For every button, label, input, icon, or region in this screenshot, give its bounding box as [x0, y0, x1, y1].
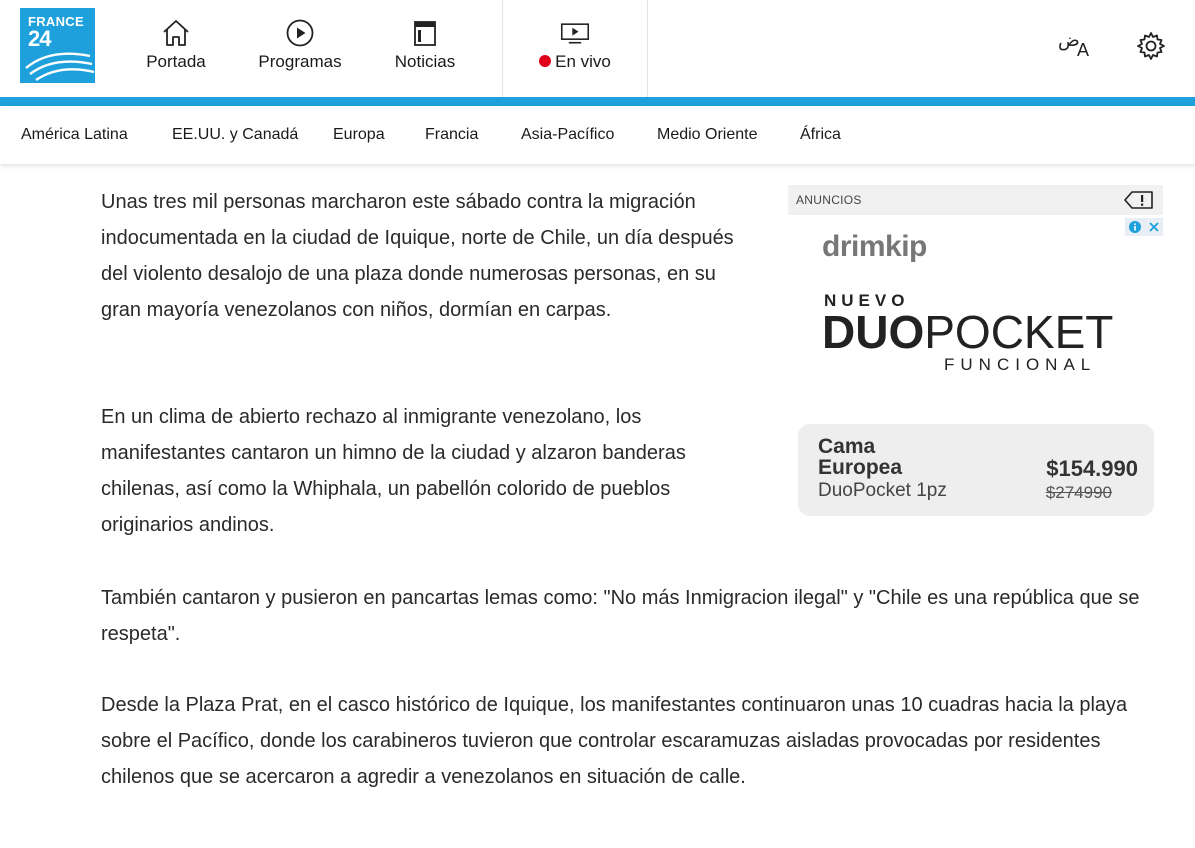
ad-header: [788, 185, 1163, 215]
ad-card-title: Cama Europea: [818, 435, 903, 479]
france24-logo[interactable]: [20, 8, 95, 83]
region-francia[interactable]: Francia: [425, 126, 479, 143]
logo-text-24: 24: [28, 26, 51, 51]
nav-portada-label: Portada: [146, 52, 206, 71]
region-asia-pacifico[interactable]: Asia-Pacífico: [521, 126, 615, 143]
live-tv-icon: [560, 18, 590, 48]
home-icon: [161, 18, 191, 48]
ad-product-subtitle: FUNCIONAL: [944, 355, 1097, 374]
header-accent-bar: [0, 97, 1195, 106]
ad-brand-name: drimkip: [822, 230, 927, 263]
report-ad-icon[interactable]: [1123, 189, 1155, 211]
ad-card-price: $154.990: [1046, 456, 1138, 481]
advertisement[interactable]: [788, 185, 1163, 530]
region-europa[interactable]: Europa: [333, 126, 385, 143]
article-paragraph: Unas tres mil personas marcharon este sábado contra la migración indocumentada en la ciudad de Iquique, norte de Chile, un día después del violento desalojo de una plaza donde numerosas personas, en su gran mayoría venezolanos con niños, dormían en carpas.: [101, 191, 734, 321]
article-paragraph: Desde la Plaza Prat, en el casco histórico de Iquique, los manifestantes continuaron unas 10 cuadras hacia la playa sobre el Pacífico, donde los carabineros tuvieron que controlar escaramuzas aisladas provocadas por residentes chilenos que se acercaron a agredir a venezolanos en situación de calle.: [101, 694, 1128, 788]
ad-product-name: DUOPOCKET: [822, 306, 1114, 358]
language-arabic-glyph: ض: [1058, 30, 1080, 50]
logo-text-france: FRANCE: [28, 14, 84, 29]
language-switch-icon[interactable]: [1058, 30, 1094, 62]
ad-card-model: DuoPocket 1pz: [818, 480, 947, 501]
ad-choices[interactable]: [1125, 218, 1163, 236]
ad-info-icon[interactable]: [1125, 218, 1144, 236]
ad-label: ANUNCIOS: [796, 193, 862, 207]
region-medio-oriente[interactable]: Medio Oriente: [657, 126, 758, 143]
article-paragraph: En un clima de abierto rechazo al inmigrante venezolano, los manifestantes cantaron un himno de la ciudad y alzaron banderas chilenas, así como la Whiphala, un pabellón colorido de pueblos originarios andinos.: [101, 406, 686, 536]
article-paragraph: También cantaron y pusieron en pancartas lemas como: "No más Inmigracion ilegal" y "Chile es una república que se respeta".: [101, 587, 1140, 645]
region-america-latina[interactable]: América Latina: [21, 126, 128, 143]
ad-price-card[interactable]: [798, 424, 1154, 516]
nav-noticias-label: Noticias: [394, 52, 456, 71]
play-circle-icon: [285, 18, 315, 48]
nav-en-vivo[interactable]: [502, 0, 648, 97]
news-icon: [410, 18, 440, 48]
nav-programas[interactable]: [252, 0, 348, 97]
nav-en-vivo-label: En vivo: [539, 52, 611, 72]
language-latin-glyph: A: [1077, 40, 1090, 60]
nav-programas-label: Programas: [258, 52, 342, 71]
top-header: [0, 0, 1195, 97]
ad-card-old-price: $274990: [1045, 483, 1112, 502]
region-eeuu-canada[interactable]: EE.UU. y Canadá: [172, 126, 299, 143]
nav-portada[interactable]: [140, 0, 212, 97]
region-africa[interactable]: África: [800, 126, 841, 143]
live-indicator-icon: [539, 55, 551, 67]
nav-noticias[interactable]: [386, 0, 464, 97]
ad-product-tagline: NUEVO: [824, 291, 910, 310]
gear-icon[interactable]: [1135, 30, 1167, 62]
region-navigation: [0, 106, 1195, 164]
close-icon[interactable]: [1144, 218, 1163, 236]
